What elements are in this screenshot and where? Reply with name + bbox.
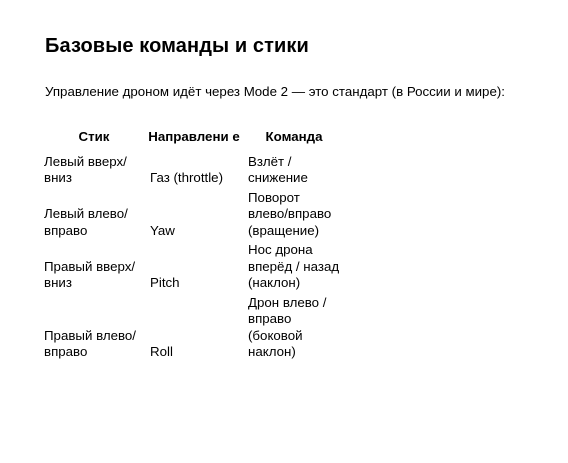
cell-direction: Roll (150, 344, 173, 359)
intro-paragraph: Управление дроном идёт через Mode 2 — это стандарт (в России и мире): (45, 84, 505, 99)
document-page (45, 34, 555, 364)
command-text: Взлёт / снижение (248, 153, 308, 185)
cell-stick (44, 154, 144, 190)
command-text: Поворот влево/вправо (вращение) (248, 189, 332, 238)
cell-command (244, 295, 344, 364)
table-row (44, 242, 344, 295)
stick-text: Левый вверх/вниз (44, 153, 127, 185)
cell-direction: Yaw (150, 222, 175, 238)
stick-text: Правый вверх/вниз (44, 258, 136, 290)
cell-command (244, 190, 344, 243)
commands-table (44, 129, 344, 364)
page-title: Базовые команды и стики (45, 35, 309, 57)
cell-stick (44, 190, 144, 243)
stick-text: Левый влево/вправо (44, 206, 128, 238)
cell-stick (44, 295, 144, 364)
header-stick: Стик (78, 129, 110, 144)
table-row (44, 295, 344, 364)
command-text: Нос дрона вперёд / назад (наклон) (248, 242, 340, 290)
table-header-row (44, 129, 344, 154)
stick-text: Правый влево/вправо (44, 327, 137, 359)
cell-stick (44, 242, 144, 295)
cell-command (244, 154, 344, 190)
cell-direction: Газ (throttle) (150, 170, 223, 185)
table-row (44, 154, 344, 190)
header-direction: Направлени е (148, 129, 240, 144)
table-row (44, 190, 344, 243)
command-text: Дрон влево / вправо (боковой наклон) (248, 294, 327, 359)
cell-command (244, 242, 344, 295)
cell-direction: Pitch (150, 275, 180, 290)
header-command: Команда (265, 129, 323, 144)
